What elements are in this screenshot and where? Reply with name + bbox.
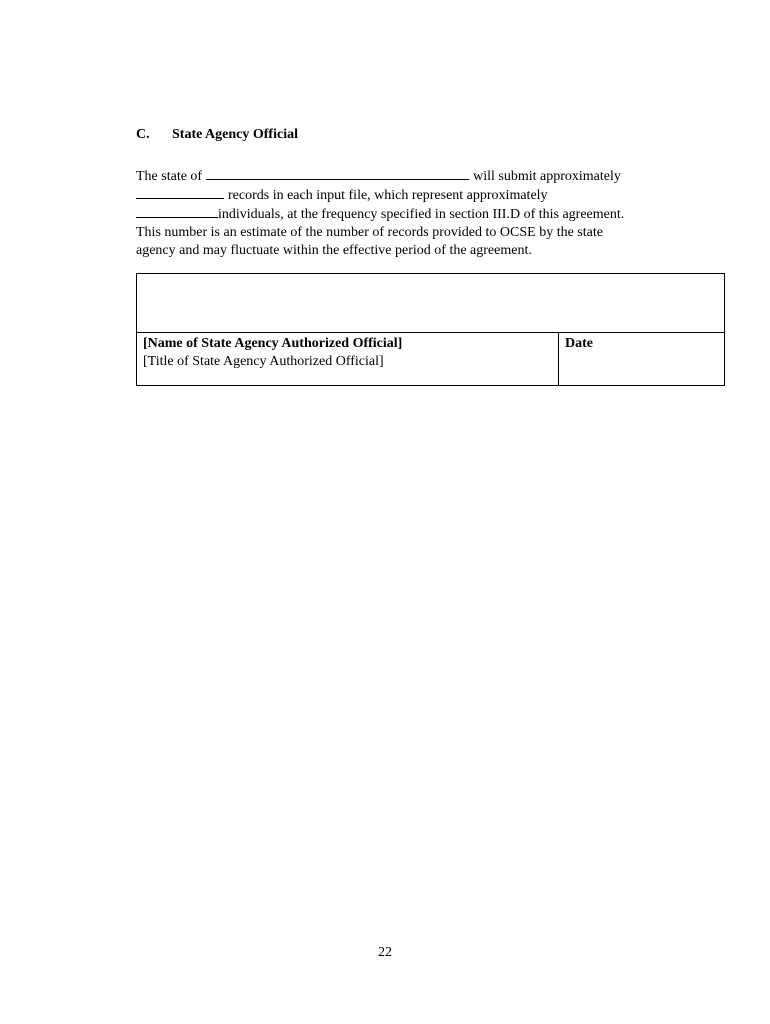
submit-text: will submit approximately bbox=[473, 169, 621, 184]
official-title-placeholder: [Title of State Agency Authorized Official] bbox=[143, 354, 384, 369]
paragraph-line-4: This number is an estimate of the number of records provided to OCSE by the state bbox=[136, 225, 603, 240]
records-paragraph bbox=[136, 167, 696, 260]
state-prefix-text: The state of bbox=[136, 169, 203, 184]
section-heading bbox=[136, 127, 298, 143]
paragraph-line-3 bbox=[136, 205, 696, 224]
paragraph-line-5: agency and may fluctuate within the effective period of the agreement. bbox=[136, 243, 532, 258]
signature-row bbox=[137, 274, 725, 333]
date-cell[interactable] bbox=[559, 333, 725, 386]
records-count-blank[interactable] bbox=[136, 186, 224, 199]
state-name-blank[interactable] bbox=[206, 167, 469, 180]
paragraph-line-2 bbox=[136, 186, 696, 205]
paragraph-line-1 bbox=[136, 167, 696, 186]
signature-table bbox=[136, 273, 725, 386]
signatory-cell bbox=[137, 333, 559, 386]
date-label: Date bbox=[565, 336, 593, 351]
individuals-text: individuals, at the frequency specified in section III.D of this agreement. bbox=[218, 207, 625, 222]
individuals-count-blank[interactable] bbox=[136, 205, 218, 218]
section-title: State Agency Official bbox=[172, 127, 298, 142]
records-text: records in each input file, which represent approximately bbox=[228, 188, 548, 203]
signature-space[interactable] bbox=[137, 274, 725, 333]
official-name-placeholder: [Name of State Agency Authorized Official] bbox=[143, 336, 403, 351]
page-number: 22 bbox=[378, 945, 392, 960]
section-letter: C. bbox=[136, 127, 150, 142]
signatory-info-row bbox=[137, 333, 725, 386]
